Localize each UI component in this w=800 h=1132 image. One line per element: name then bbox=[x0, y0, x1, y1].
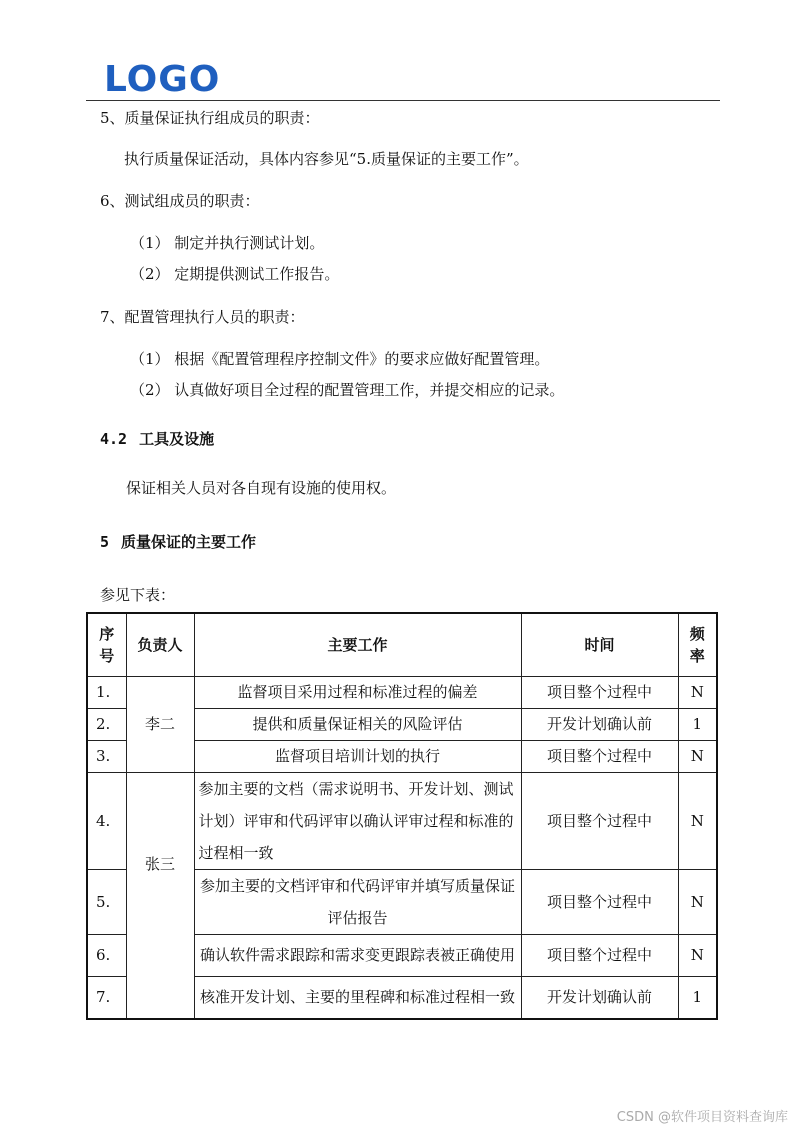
cell-owner: 张三 bbox=[126, 772, 194, 1019]
watermark: CSDN @软件项目资料查询库 bbox=[616, 1110, 788, 1125]
header-seq: 序号 bbox=[87, 613, 126, 676]
cell-work: 提供和质量保证相关的风险评估 bbox=[194, 708, 521, 740]
cell-work: 监督项目培训计划的执行 bbox=[194, 740, 521, 772]
cell-time: 项目整个过程中 bbox=[521, 740, 678, 772]
cell-seq: 3. bbox=[87, 740, 126, 772]
cell-seq: 4. bbox=[87, 772, 126, 869]
section-5-body: 执行质量保证活动，具体内容参见“5.质量保证的主要工作”。 bbox=[124, 150, 529, 168]
heading-4-2-body: 保证相关人员对各自现有设施的使用权。 bbox=[126, 479, 397, 497]
cell-time: 项目整个过程中 bbox=[521, 676, 678, 708]
section-7-title: 7、配置管理执行人员的职责： bbox=[100, 308, 305, 326]
table-caption: 参见下表： bbox=[100, 586, 176, 604]
cell-work: 确认软件需求跟踪和需求变更跟踪表被正确使用 bbox=[194, 934, 521, 976]
table-header-row bbox=[87, 613, 717, 676]
header-time: 时间 bbox=[521, 613, 678, 676]
heading-5 bbox=[100, 532, 256, 552]
section-7-item-2: （2） 认真做好项目全过程的配置管理工作，并提交相应的记录。 bbox=[130, 381, 565, 399]
section-6-title: 6、测试组成员的职责： bbox=[100, 192, 260, 210]
cell-seq: 5. bbox=[87, 869, 126, 934]
header-frequency: 频 率 bbox=[678, 613, 717, 676]
cell-work: 监督项目采用过程和标准过程的偏差 bbox=[194, 676, 521, 708]
section-7-item-1: （1） 根据《配置管理程序控制文件》的要求应做好配置管理。 bbox=[130, 350, 550, 368]
cell-seq: 7. bbox=[87, 976, 126, 1019]
cell-time: 开发计划确认前 bbox=[521, 708, 678, 740]
cell-frequency: N bbox=[678, 934, 717, 976]
section-6-item-1: （1） 制定并执行测试计划。 bbox=[130, 234, 325, 252]
cell-owner: 李二 bbox=[126, 676, 194, 772]
cell-work: 参加主要的文档评审和代码评审并填写质量保证评估报告 bbox=[194, 869, 521, 934]
cell-seq: 1. bbox=[87, 676, 126, 708]
cell-seq: 2. bbox=[87, 708, 126, 740]
cell-time: 项目整个过程中 bbox=[521, 869, 678, 934]
heading-4-2 bbox=[100, 429, 214, 449]
cell-frequency: N bbox=[678, 869, 717, 934]
heading-4-2-number: 4.2 bbox=[100, 430, 128, 448]
cell-frequency: N bbox=[678, 740, 717, 772]
heading-5-title: 质量保证的主要工作 bbox=[121, 533, 257, 551]
cell-work: 参加主要的文档（需求说明书、开发计划、测试计划）评审和代码评审以确认评审过程和标准的过程相一致 bbox=[194, 772, 521, 869]
cell-frequency: N bbox=[678, 676, 717, 708]
section-5-title: 5、质量保证执行组成员的职责： bbox=[100, 109, 320, 127]
cell-frequency: N bbox=[678, 772, 717, 869]
table-row bbox=[87, 772, 717, 869]
cell-time: 开发计划确认前 bbox=[521, 976, 678, 1019]
header-work: 主要工作 bbox=[194, 613, 521, 676]
qa-work-table bbox=[86, 612, 718, 1020]
header-owner: 负责人 bbox=[126, 613, 194, 676]
cell-time: 项目整个过程中 bbox=[521, 934, 678, 976]
cell-time: 项目整个过程中 bbox=[521, 772, 678, 869]
section-6-item-2: （2） 定期提供测试工作报告。 bbox=[130, 265, 340, 283]
cell-work: 核准开发计划、主要的里程碑和标准过程相一致 bbox=[194, 976, 521, 1019]
heading-4-2-title: 工具及设施 bbox=[139, 430, 215, 448]
heading-5-number: 5 bbox=[100, 533, 110, 551]
cell-seq: 6. bbox=[87, 934, 126, 976]
logo: LOGO bbox=[104, 59, 221, 100]
table-row bbox=[87, 676, 717, 708]
cell-frequency: 1 bbox=[678, 708, 717, 740]
cell-frequency: 1 bbox=[678, 976, 717, 1019]
header-divider bbox=[86, 100, 720, 101]
